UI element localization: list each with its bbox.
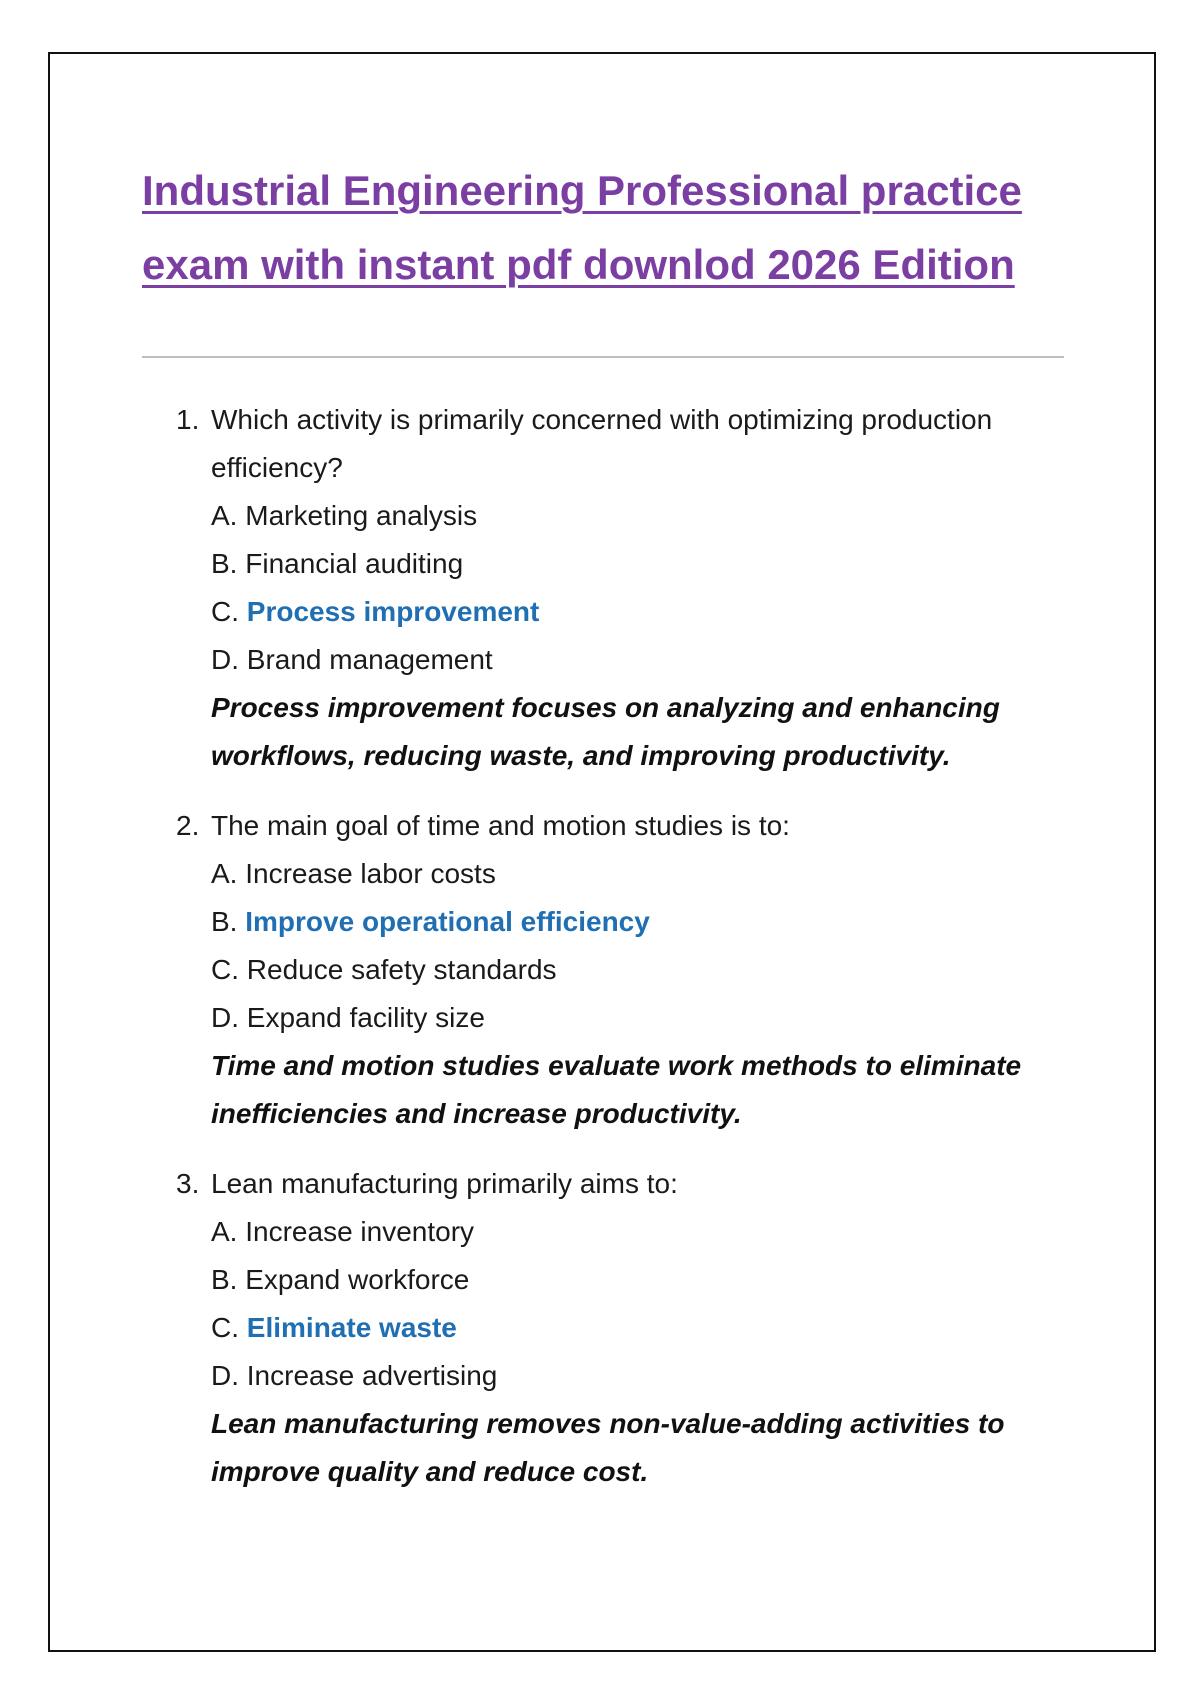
question-number: 1. (176, 404, 200, 435)
answer-option-a (211, 492, 1096, 540)
question-text: Lean manufacturing primarily aims to: (211, 1168, 678, 1199)
option-text: Brand management (246, 644, 493, 675)
question-text: The main goal of time and motion studies is to: (211, 810, 790, 841)
option-letter: D. (211, 644, 239, 675)
option-letter: B. (211, 548, 238, 579)
question-item (176, 396, 1096, 780)
option-text: Marketing analysis (245, 500, 478, 531)
question-item (176, 802, 1096, 1138)
answer-explanation: Lean manufacturing removes non-value-adding activities to improve quality and reduce cost. (211, 1408, 1005, 1487)
title-divider (142, 356, 1064, 358)
question-number: 2. (176, 810, 200, 841)
option-text: Financial auditing (245, 548, 464, 579)
answer-explanation: Time and motion studies evaluate work methods to eliminate inefficiencies and increase productivity. (211, 1050, 1022, 1129)
option-text: Increase inventory (245, 1216, 475, 1247)
answer-option-d (211, 994, 1096, 1042)
question-number: 3. (176, 1168, 200, 1199)
option-letter: C. (211, 596, 239, 627)
option-letter: A. (211, 1216, 238, 1247)
correct-answer-text: Process improvement (246, 596, 540, 627)
option-text: Reduce safety standards (246, 954, 557, 985)
option-text: Expand facility size (246, 1002, 485, 1033)
question-item (176, 1160, 1096, 1496)
correct-answer-text: Eliminate waste (246, 1312, 457, 1343)
answer-option-c (211, 588, 1096, 636)
option-text: Increase labor costs (245, 858, 496, 889)
answer-option-b (211, 540, 1096, 588)
answer-explanation: Process improvement focuses on analyzing and enhancing workflows, reducing waste, and improving productivity. (211, 692, 1000, 771)
option-text: Increase advertising (246, 1360, 498, 1391)
correct-answer-text: Improve operational efficiency (245, 906, 650, 937)
answer-option-a (211, 850, 1096, 898)
answer-option-a (211, 1208, 1096, 1256)
option-letter: A. (211, 858, 238, 889)
answer-option-b (211, 898, 1096, 946)
option-text: Expand workforce (245, 1264, 470, 1295)
option-letter: C. (211, 1312, 239, 1343)
answer-option-b (211, 1256, 1096, 1304)
question-text: Which activity is primarily concerned with optimizing production efficiency? (211, 404, 993, 483)
document-page (48, 52, 1156, 1652)
answer-option-c (211, 946, 1096, 994)
option-letter: C. (211, 954, 239, 985)
option-letter: D. (211, 1002, 239, 1033)
answer-option-c (211, 1304, 1096, 1352)
option-letter: B. (211, 1264, 238, 1295)
option-letter: D. (211, 1360, 239, 1391)
answer-option-d (211, 1352, 1096, 1400)
document-title: Industrial Engineering Professional practice exam with instant pdf downlod 2026 Edition (142, 167, 1022, 288)
option-letter: A. (211, 500, 238, 531)
answer-option-d (211, 636, 1096, 684)
question-list (176, 396, 1096, 1518)
option-letter: B. (211, 906, 238, 937)
